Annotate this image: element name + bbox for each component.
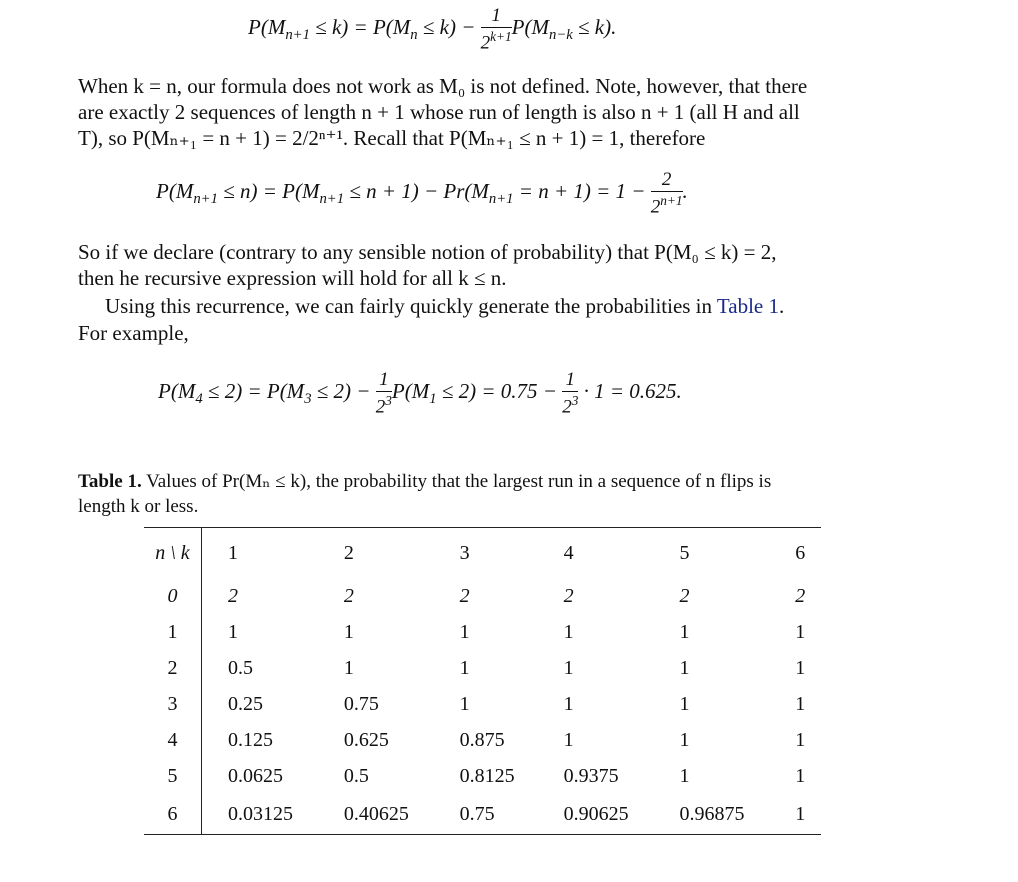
column-header: 3 [460, 528, 564, 579]
fraction: $\frac{2}{2^{n+1}}$ [650, 169, 683, 218]
table-cell: 1 [679, 656, 690, 679]
table-corner-label: n \ k [144, 528, 201, 579]
row-header: 1 [144, 614, 201, 650]
table-cell: 0.96875 [679, 794, 795, 835]
table-cell: 1 [795, 794, 821, 835]
table-cell: 1 [563, 656, 574, 679]
table-cell: 0.5 [227, 656, 253, 679]
table-cell: 0.90625 [564, 794, 680, 835]
table-cell: 2 [227, 584, 238, 607]
table-cell: 0.625 [343, 728, 389, 751]
paragraph-line: then he recursive expression will hold for all k ≤ n. [78, 266, 507, 290]
row-header: 0 [144, 578, 201, 614]
table-cell: 0.40625 [344, 794, 460, 835]
table-cell: 1 [227, 620, 238, 643]
table-caption: Table 1. Values of Pr(Mₙ ≤ k), the probability that the largest run in a sequence of n flips is [78, 471, 772, 492]
table-row [144, 758, 821, 794]
table-cell: 1 [563, 728, 574, 751]
table-row [144, 794, 821, 835]
table-cell: 0.03125 [201, 794, 343, 835]
table-cell: 0.5 [343, 764, 369, 787]
column-header: 5 [679, 528, 795, 579]
row-header: 5 [144, 758, 201, 794]
table-row [144, 578, 821, 614]
paragraph-line: When k = n, our formula does not work as M₀ is not defined. Note, however, that there [78, 74, 808, 98]
table-cell: 0.75 [343, 692, 379, 715]
column-header: 6 [795, 528, 821, 579]
table-cell: 0.0625 [227, 764, 283, 787]
table-cell: 0.25 [227, 692, 263, 715]
table-row [144, 686, 821, 722]
row-header: 2 [144, 650, 201, 686]
table-reference-link[interactable]: Table 1 [716, 294, 779, 318]
table-cell: 1 [679, 620, 690, 643]
paragraph-line: T), so P(Mₙ₊₁ = n + 1) = 2/2ⁿ⁺¹. Recall that P(Mₙ₊₁ ≤ n + 1) = 1, therefore [78, 126, 706, 150]
table-cell: 2 [679, 584, 690, 607]
table-cell: 1 [679, 764, 690, 787]
table-cell: 1 [459, 656, 470, 679]
paragraph-line: are exactly 2 sequences of length n + 1 whose run of length is also n + 1 (all H and all [78, 100, 800, 124]
table-cell: 1 [679, 692, 690, 715]
paragraph-line: For example, [78, 321, 189, 345]
row-header: 3 [144, 686, 201, 722]
table-cell: 1 [459, 620, 470, 643]
table-caption-line2: length k or less. [78, 496, 199, 517]
table-row [144, 650, 821, 686]
table-cell: 1 [343, 656, 354, 679]
table-cell: 1 [795, 692, 806, 715]
fraction: $\frac{1}{2^{k+1}}$ [480, 5, 512, 54]
table-cell: 1 [795, 728, 806, 751]
table-cell: 2 [343, 584, 354, 607]
fraction: $\frac{1}{2^3}$ [375, 369, 392, 418]
table-row [144, 722, 821, 758]
table-header-row [144, 528, 821, 579]
table-cell: 1 [795, 656, 806, 679]
column-header: 2 [344, 528, 460, 579]
column-header: 4 [564, 528, 680, 579]
paragraph-line: Using this recurrence, we can fairly quickly generate the probabilities in Table 1. [105, 294, 785, 318]
table-cell: 0.75 [460, 794, 564, 835]
equation-complement: $P(M_{n+1} \le n) = P(M_{n+1} \le n + 1) - Pr(M_{n+1} = n + 1) = 1$ − $\frac{2}{2^{n+1}}$ . [156, 169, 688, 218]
fraction: $\frac{1}{2^3}$ [562, 369, 579, 418]
table-cell: 1 [795, 764, 806, 787]
table-cell: 1 [563, 692, 574, 715]
table-cell: 1 [563, 620, 574, 643]
table-cell: 1 [679, 728, 690, 751]
table-cell: 0.9375 [563, 764, 619, 787]
probability-table [144, 527, 821, 835]
table-cell: 0.8125 [459, 764, 515, 787]
table-cell: 2 [795, 584, 806, 607]
equation-example: $P(M_4 \le 2) = P(M_3 \le 2)$ − $\frac{1}{2^3}$ $P(M_1 \le 2) = 0.75$ − $\frac{1}{2^3}$ · 1 = 0.625. [158, 369, 682, 418]
table-row [144, 614, 821, 650]
equation-recurrence: $P(M_{n+1} \le k) = P(M_n \le k)$ − $\frac{1}{2^{k+1}}$ $P(M_{n-k} \le k)$. [248, 5, 617, 54]
paragraph-line: So if we declare (contrary to any sensible notion of probability) that P(M₀ ≤ k) = 2, [78, 240, 777, 264]
table-cell: 1 [343, 620, 354, 643]
table-cell: 1 [459, 692, 470, 715]
table-cell: 0.875 [459, 728, 505, 751]
table-cell: 2 [459, 584, 470, 607]
table-cell: 1 [795, 620, 806, 643]
row-header: 4 [144, 722, 201, 758]
table-cell: 0.125 [227, 728, 273, 751]
row-header: 6 [144, 794, 201, 835]
table-cell: 2 [563, 584, 574, 607]
column-header: 1 [201, 528, 343, 579]
